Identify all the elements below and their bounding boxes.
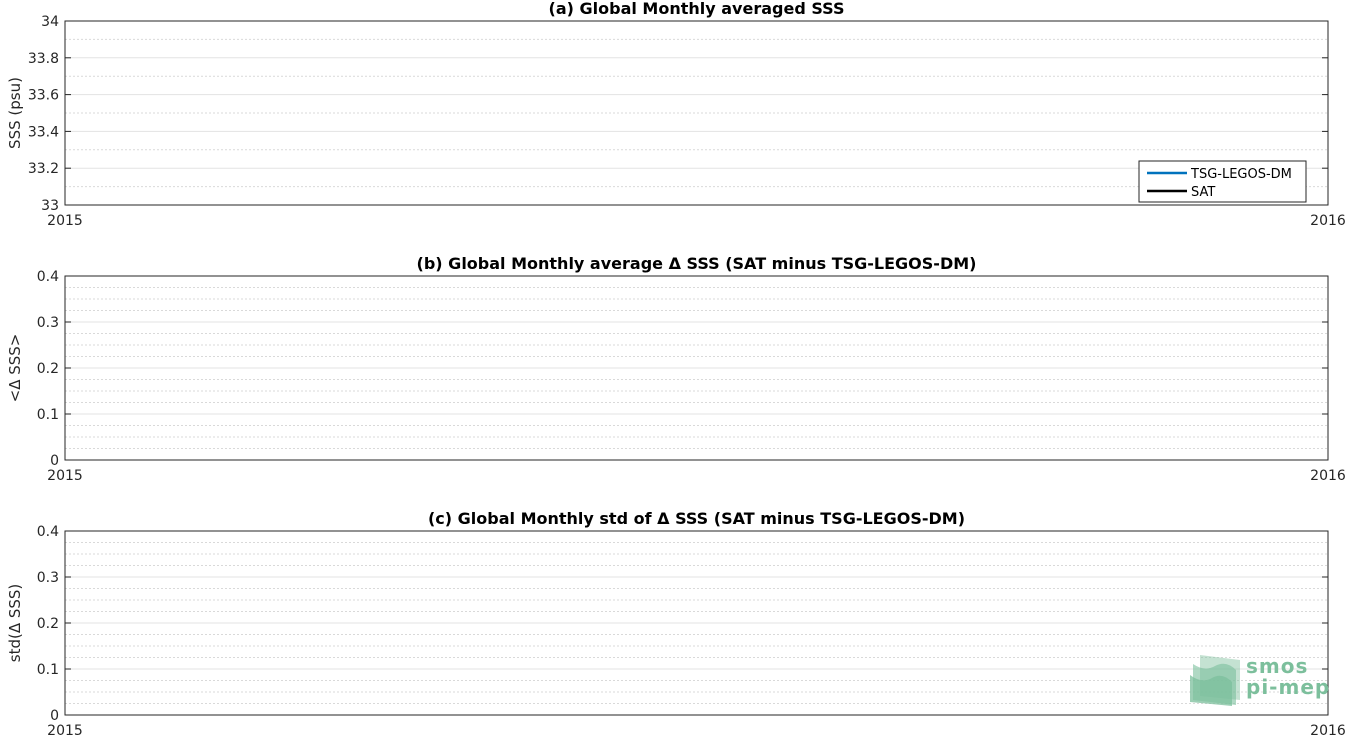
y-tick-label: 0.1 xyxy=(36,407,59,423)
x-tick-label: 2016 xyxy=(1310,723,1346,736)
logo-line1: smos xyxy=(1246,654,1309,678)
y-tick-label: 0.3 xyxy=(36,570,59,586)
chart-title: (c) Global Monthly std of Δ SSS (SAT minus TSG-LEGOS-DM) xyxy=(427,509,966,528)
y-tick-label: 33.8 xyxy=(27,50,59,67)
y-tick-label: 0.3 xyxy=(36,315,59,331)
x-tick-label: 2015 xyxy=(47,213,83,229)
y-tick-label: 0.4 xyxy=(36,524,59,540)
y-tick-label: 33.6 xyxy=(27,87,59,104)
y-tick-label: 33.4 xyxy=(27,124,59,141)
logo-wave-icon xyxy=(1190,675,1232,706)
y-axis-label: SSS (psu) xyxy=(6,77,24,149)
x-tick-label: 2015 xyxy=(47,723,83,736)
x-tick-label: 2015 xyxy=(47,468,83,484)
y-tick-label: 34 xyxy=(41,14,59,30)
y-tick-label: 0 xyxy=(50,453,59,469)
y-tick-label: 0 xyxy=(50,708,59,724)
logo-line2: pi-mep xyxy=(1246,675,1331,699)
y-axis-label: <Δ SSS> xyxy=(6,333,24,403)
chart-title: (a) Global Monthly averaged SSS xyxy=(548,0,845,18)
legend-entry: TSG-LEGOS-DM xyxy=(1191,167,1292,182)
legend-entry: SAT xyxy=(1191,185,1216,200)
y-tick-label: 0.1 xyxy=(36,662,59,678)
x-tick-label: 2016 xyxy=(1310,213,1346,229)
y-axis-label: std(Δ SSS) xyxy=(6,583,24,663)
y-tick-label: 0.4 xyxy=(36,269,59,285)
chart-title: (b) Global Monthly average Δ SSS (SAT minus TSG-LEGOS-DM) xyxy=(416,254,977,273)
y-tick-label: 33 xyxy=(41,198,59,214)
y-tick-label: 33.2 xyxy=(27,161,59,178)
y-tick-label: 0.2 xyxy=(36,616,59,632)
y-tick-label: 0.2 xyxy=(36,361,59,377)
x-tick-label: 2016 xyxy=(1310,468,1346,484)
